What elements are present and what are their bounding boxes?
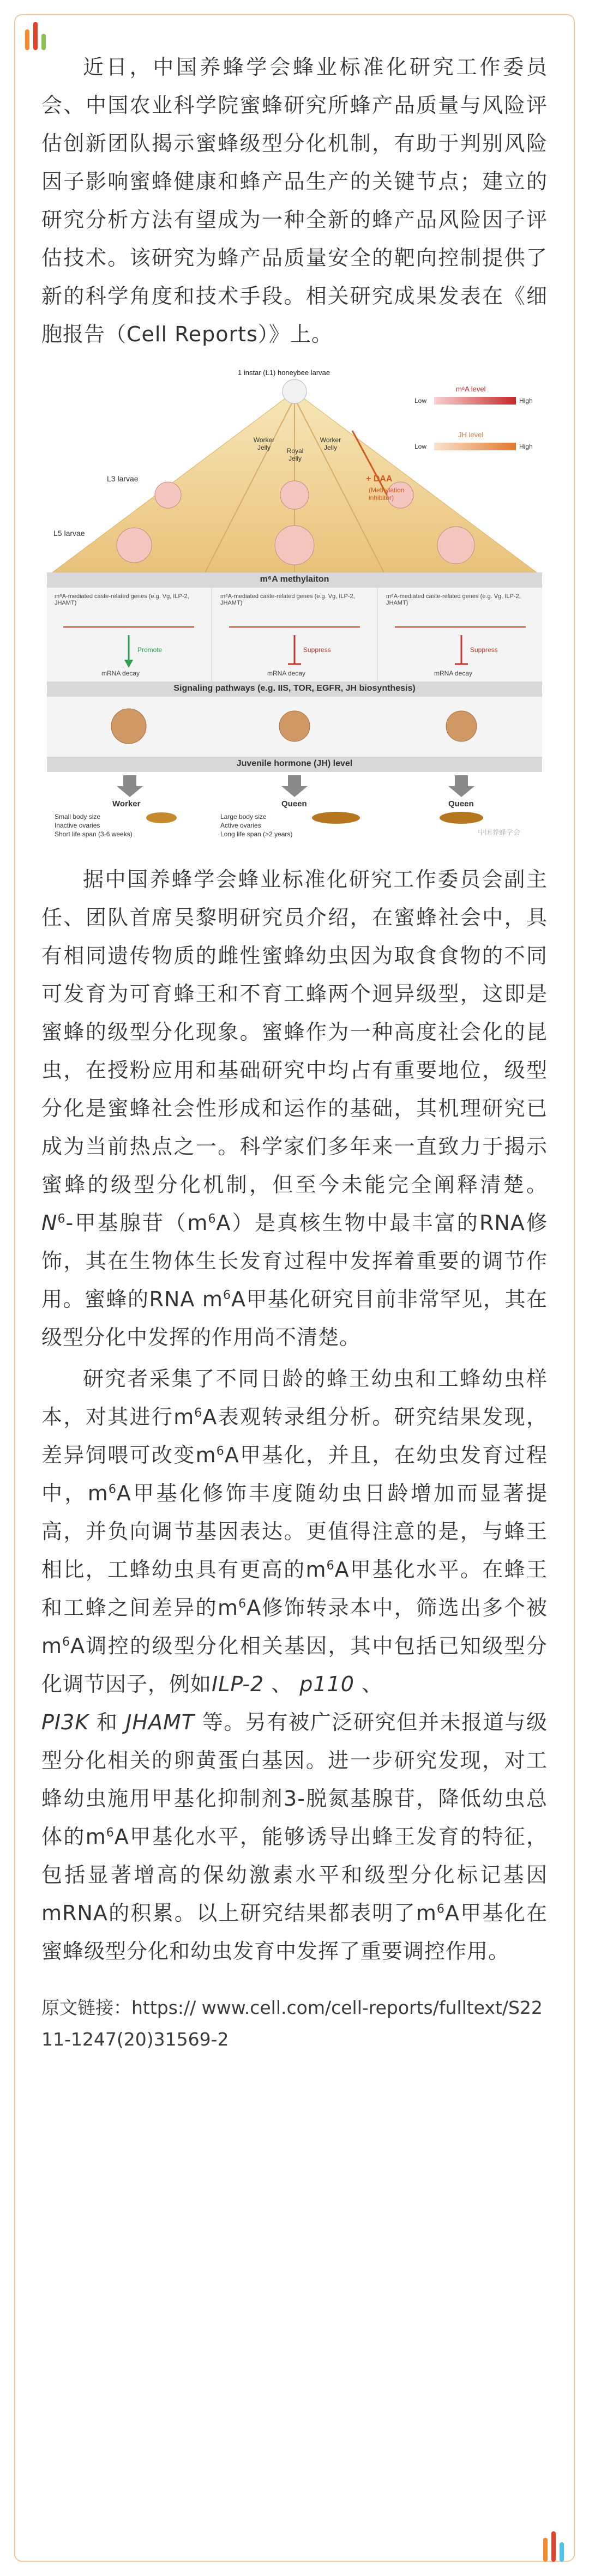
band-m6a: m⁶A methylaiton (260, 575, 329, 584)
queen-trait-1: Large body size (220, 813, 267, 821)
para3-text: A甲基化水平，能够诱导出蜂王发育的特征，包括显著增高的保幼激素水平和级型分化标记基因mRNA的积累。以上研究结果都表明了m (41, 1825, 548, 1925)
band-jh: Juvenile hormone (JH) level (236, 759, 353, 768)
worker-trait-3: Short life span (3-6 weeks) (55, 830, 133, 838)
worker-traits (55, 812, 133, 838)
paragraph-background (41, 860, 548, 1356)
watermark-label: 中国养蜂学会 (478, 828, 521, 836)
label-royal-jelly: Royal Jelly (286, 447, 304, 462)
para3-text: A甲基化，并且，在幼虫发育过程中，m (41, 1443, 548, 1505)
gene-jhamt: JHAMT (125, 1710, 195, 1734)
label-worker: Worker (112, 799, 141, 809)
label-worker-jelly-2: Worker Jelly (320, 436, 341, 451)
para2-text: 据中国养蜂学会蜂业标准化研究工作委员会副主任、团队首席吴黎明研究员介绍，在蜜蜂社会中，具有相同遗传物质的雌性蜜蜂幼虫因为取食食物的不同可发育为可育蜂王和不育工蜂两个迥异级型，这即是蜜蜂的级型分化现象。蜜蜂作为一种高度社会化的昆虫，在授粉应用和基础研究中均占有重要地位，级型分化是蜜蜂社会性形成和运作的基础，其机理研究已成为当前热点之一。科学家们多年来一直致力于揭示蜜蜂的级型分化机制，但至今未能完全阐释清楚。 (41, 867, 548, 1197)
paragraph-intro: 近日，中国养蜂学会蜂业标准化研究工作委员会、中国农业科学院蜜蜂研究所蜂产品质量与风险评估创新团队揭示蜜蜂级型分化机制，有助于判别风险因子影响蜜蜂健康和蜂产品生产的关键节点；建立的研究分析方法有望成为一种全新的蜂产品风险因子评估技术。该研究为蜂产品质量安全的靶向控制提供了新的科学角度和技术手段。相关研究成果发表在《细胞报告（Cell Reports）》上。 (41, 55, 548, 346)
label-decay-2: mRNA decay (267, 669, 306, 677)
sup-6: 6 (106, 1826, 115, 1840)
sup-6: 6 (108, 1482, 117, 1497)
label-l3: L3 larvae (107, 474, 139, 483)
legend-m6a-title: m⁶A level (456, 385, 486, 393)
col1-title: m⁶A-mediated caste-related genes (e.g. Vg, ILP-2, JHAMT) (55, 593, 189, 606)
para3-text: A表观转录组分析。研究结果发现，差异饲喂可改变m (41, 1405, 548, 1467)
legend-high-2: High (519, 443, 533, 450)
legend-jh-title: JH level (458, 431, 484, 439)
label-daa: + DAA (366, 474, 393, 484)
source-link[interactable]: 原文链接：https:// www.cell.com/cell-reports/fulltext/S2211-1247(20)31569-2 (41, 1997, 543, 2050)
legend-high: High (519, 397, 533, 405)
gene-pi3k: PI3K (41, 1710, 89, 1734)
para2-text-d: A甲基化研究目前非常罕见，其在级型分化中发挥的作用尚不清楚。 (41, 1287, 548, 1349)
para3-text: 和 (89, 1710, 126, 1734)
label-queen-2: Queen (448, 799, 474, 809)
label-l5: L5 larvae (53, 529, 85, 538)
queen-traits (220, 812, 292, 838)
para3-text: A甲基化水平。在蜂王和工蜂之间差异的m (41, 1558, 548, 1620)
para3-text: 等。另有被广泛研究但并未报道与级型分化相关的卵黄蛋白基因。进一步研究发现，对工蜂幼虫施用甲基化抑制剂3-脱氮基腺苷，降低幼虫总体的m (41, 1710, 548, 1849)
sup-6: 6 (208, 1212, 217, 1226)
para3-text: A甲基化在蜜蜂级型分化和幼虫发育中发挥了重要调控作用。 (41, 1901, 548, 1963)
label-suppress-2: Suppress (470, 646, 498, 654)
legend-low-2: Low (414, 443, 427, 450)
label-l1: 1 instar (L1) honeybee larvae (238, 369, 330, 377)
col2-title: m⁶A-mediated caste-related genes (e.g. Vg, ILP-2, JHAMT) (220, 593, 355, 606)
gene-ilp2: ILP-2 (212, 1672, 265, 1696)
sup-6: 6 (238, 1597, 247, 1611)
decorative-bars-icon (25, 22, 46, 50)
para2-text-b: -甲基腺苷（m (65, 1211, 208, 1235)
queen-trait-2: Active ovaries (220, 822, 261, 829)
label-worker-jelly: Worker Jelly (253, 436, 275, 451)
sup-6: 6 (436, 1902, 445, 1916)
sup-6: 6 (326, 1559, 335, 1573)
sup-6: 6 (62, 1635, 71, 1649)
para3-text: 、 (264, 1672, 300, 1696)
para2-text-c: A）是真核生物中最丰富的RNA修饰，其在生物体生长发育过程中发挥着重要的调节作用。蜜蜂的RNA m (41, 1211, 548, 1311)
col3-title: m⁶A-mediated caste-related genes (e.g. Vg, ILP-2, JHAMT) (386, 593, 521, 606)
mechanism-figure (41, 365, 548, 850)
n-letter: N (41, 1211, 58, 1235)
sup-6: 6 (216, 1444, 225, 1458)
para3-text: 研究者采集了不同日龄的蜂王幼虫和工蜂幼虫样本，对其进行m (41, 1367, 548, 1429)
para3-text: A调控的级型分化相关基因，其中包括已知级型分化调节因子，例如 (41, 1634, 548, 1696)
paragraph-results (41, 1360, 548, 1970)
label-decay-3: mRNA decay (434, 669, 473, 677)
band-signaling: Signaling pathways (e.g. IIS, TOR, EGFR, JH biosynthesis) (173, 684, 416, 693)
sup-6: 6 (223, 1288, 231, 1302)
queen-trait-3: Long life span (>2 years) (220, 830, 293, 838)
label-suppress: Suppress (303, 646, 331, 654)
worker-trait-2: Inactive ovaries (55, 822, 100, 829)
para3-text: A修饰转录本中，筛选出多个被m (41, 1596, 548, 1658)
legend-low: Low (414, 397, 427, 405)
sup-6: 6 (194, 1406, 203, 1420)
article-body (41, 48, 548, 2055)
decorative-bars-icon (543, 2531, 564, 2562)
para3-text: 、 (354, 1672, 383, 1696)
label-promote: Promote (137, 646, 163, 654)
para3-text: A甲基化修饰丰度随幼虫日龄增加而显著提高，并负向调节基因表达。更值得注意的是，与蜂王相比，工蜂幼虫具有更高的m (41, 1481, 548, 1582)
gene-p110: p110 (299, 1672, 354, 1696)
label-daa-note: (Methylation inhibitor) (369, 486, 405, 502)
label-queen: Queen (281, 799, 307, 809)
label-decay-1: mRNA decay (101, 669, 140, 677)
sup-6: 6 (57, 1212, 66, 1226)
worker-trait-1: Small body size (55, 813, 101, 821)
